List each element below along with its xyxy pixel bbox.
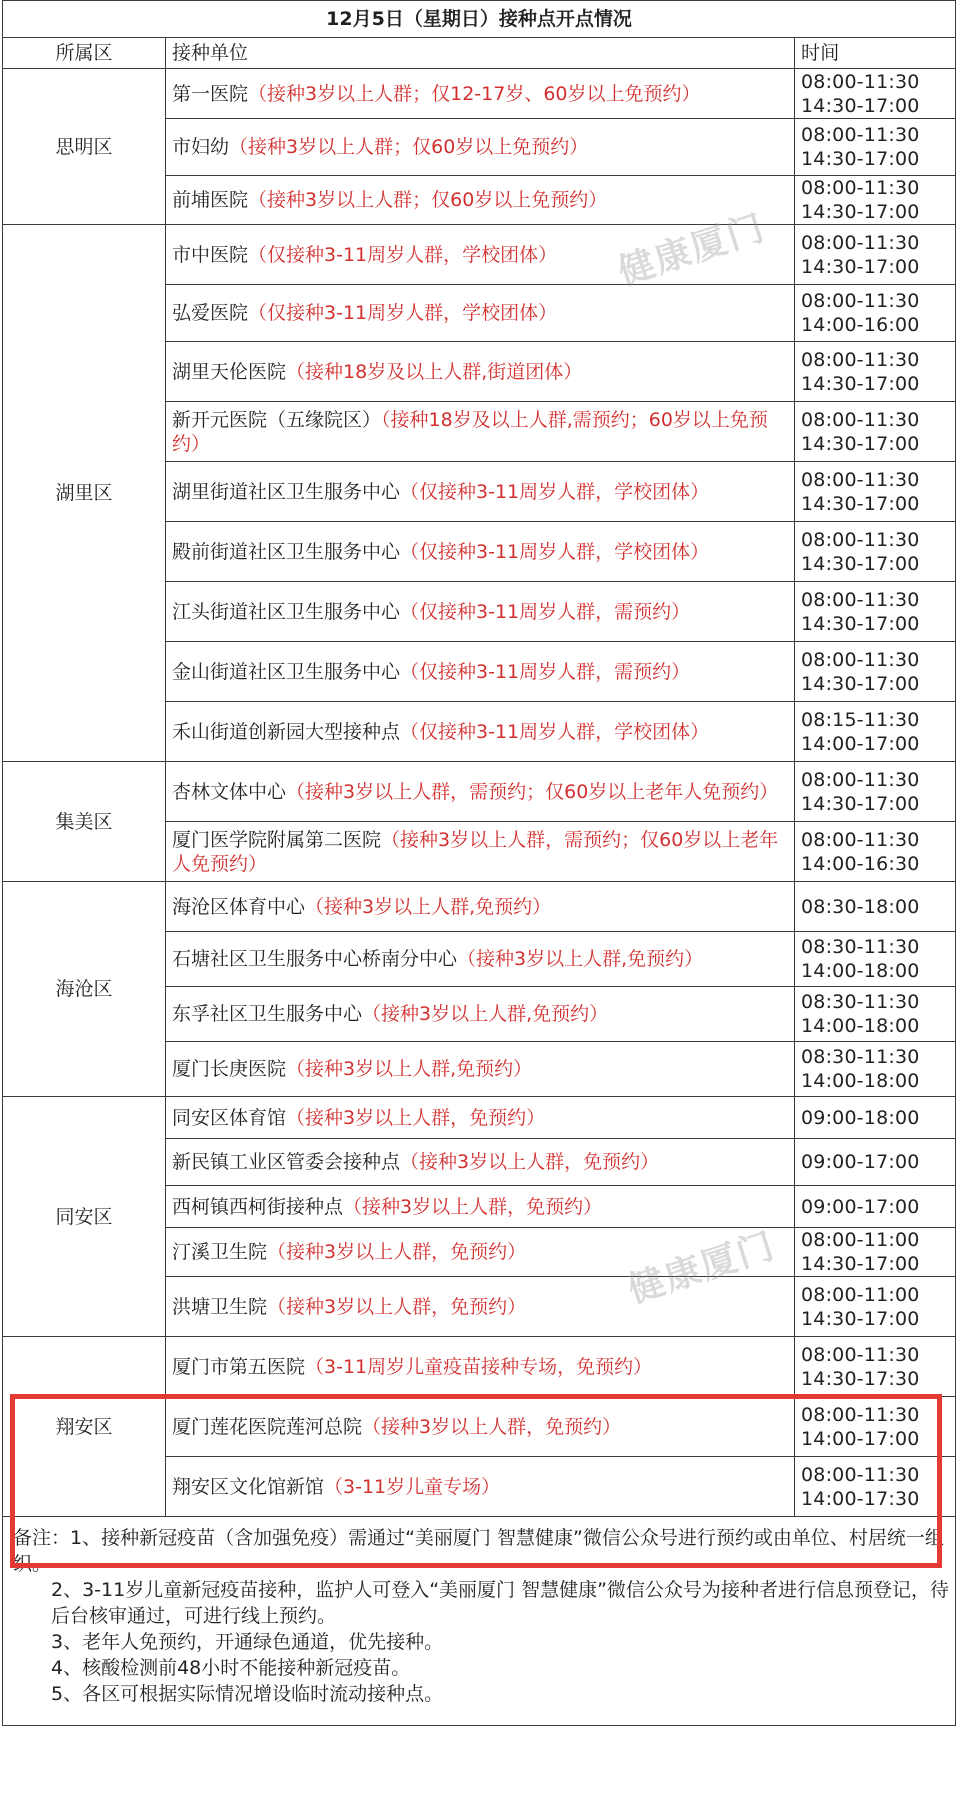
unit-name: 东孚社区卫生服务中心	[172, 1003, 363, 1025]
time-cell	[795, 119, 956, 176]
district-cell: 集美区	[3, 762, 166, 882]
time-cell	[795, 822, 956, 882]
header-time: 时间	[795, 38, 956, 69]
time-slot: 08:00-11:30	[801, 124, 920, 146]
unit-name: 湖里天伦医院	[172, 360, 287, 383]
table-row	[3, 882, 956, 932]
time-slot: 08:00-11:00	[801, 1229, 920, 1251]
unit-note: （接种3岁以上人群，免预约）	[286, 1106, 546, 1129]
time-slot: 14:30-17:00	[801, 492, 920, 515]
unit-name: 新开元医院（五缘院区）	[172, 408, 382, 431]
time-cell	[795, 225, 956, 285]
time-slot: 08:00-11:30	[801, 768, 920, 791]
time-cell	[795, 1337, 956, 1397]
table-row	[3, 1337, 956, 1397]
unit-note: （接种18岁及以上人群,街道团体）	[286, 360, 583, 383]
time-slot: 14:30-17:00	[801, 148, 920, 170]
time-cell	[795, 1186, 956, 1228]
time-slot: 08:00-11:30	[801, 231, 920, 254]
remark-item: 2、3-11岁儿童新冠疫苗接种，监护人可登入“美丽厦门 智慧健康”微信公众号为接种者进行信息预登记，待后台核审通过，可进行线上预约。	[51, 1579, 949, 1627]
unit-cell	[166, 582, 795, 642]
unit-cell	[166, 1228, 795, 1277]
time-slot: 08:00-11:30	[801, 1463, 920, 1486]
district-cell: 翔安区	[3, 1337, 166, 1517]
time-slot: 09:00-17:00	[801, 1151, 920, 1173]
time-cell	[795, 762, 956, 822]
unit-name: 弘爱医院	[172, 302, 249, 324]
time-cell	[795, 69, 956, 119]
time-cell	[795, 702, 956, 762]
time-cell	[795, 1228, 956, 1277]
time-slot: 08:15-11:30	[801, 708, 920, 731]
remark-item: 3、老年人免预约，开通绿色通道，优先接种。	[51, 1631, 444, 1653]
header-district: 所属区	[3, 38, 166, 69]
time-slot: 08:00-11:30	[801, 408, 920, 431]
table-row	[3, 1097, 956, 1139]
unit-name: 殿前街道社区卫生服务中心	[172, 540, 401, 563]
time-slot: 14:30-17:00	[801, 792, 920, 815]
time-cell	[795, 1097, 956, 1139]
unit-name: 石塘社区卫生服务中心桥南分中心	[172, 948, 458, 970]
watermark: 健康厦门	[623, 1225, 781, 1312]
unit-cell	[166, 119, 795, 176]
time-cell	[795, 1457, 956, 1517]
time-slot: 14:00-16:00	[801, 314, 920, 336]
unit-note: （接种3岁以上人群，需预约；仅60岁以上老年人免预约）	[172, 828, 779, 875]
time-slot: 08:00-11:30	[801, 528, 920, 551]
unit-cell	[166, 1186, 795, 1228]
table-row	[3, 762, 956, 822]
unit-note: （接种3岁以上人群，免预约）	[362, 1415, 622, 1438]
unit-cell	[166, 1457, 795, 1517]
unit-name: 翔安区文化馆新馆	[172, 1475, 325, 1498]
time-cell	[795, 342, 956, 402]
unit-cell	[166, 342, 795, 402]
unit-cell	[166, 225, 795, 285]
time-cell	[795, 1139, 956, 1186]
time-slot: 14:30-17:00	[801, 372, 920, 395]
time-cell	[795, 285, 956, 342]
unit-name: 市妇幼	[172, 136, 230, 158]
time-slot: 14:00-17:30	[801, 1487, 920, 1510]
unit-note: （3-11周岁儿童疫苗接种专场，免预约）	[305, 1355, 653, 1378]
unit-note: （接种3岁以上人群,免预约）	[286, 1058, 533, 1080]
time-slot: 14:30-17:00	[801, 1253, 920, 1275]
unit-name: 同安区体育馆	[172, 1106, 287, 1129]
time-cell	[795, 402, 956, 462]
unit-note: （仅接种3-11周岁人群，学校团体）	[400, 480, 710, 503]
table-row	[3, 69, 956, 119]
schedule-table	[2, 0, 956, 1726]
time-cell	[795, 582, 956, 642]
unit-cell	[166, 1397, 795, 1457]
time-cell	[795, 932, 956, 987]
unit-cell	[166, 882, 795, 932]
unit-name: 厦门莲花医院莲河总院	[172, 1415, 363, 1438]
time-slot: 08:30-18:00	[801, 895, 920, 918]
unit-note: （接种3岁以上人群,免预约）	[362, 1003, 609, 1025]
unit-note: （仅接种3-11周岁人群，需预约）	[400, 660, 691, 683]
unit-cell	[166, 69, 795, 119]
time-slot: 09:00-18:00	[801, 1106, 920, 1129]
unit-note: （接种3岁以上人群，免预约）	[267, 1241, 527, 1263]
unit-name: 海沧区体育中心	[172, 895, 306, 918]
unit-note: （仅接种3-11周岁人群，需预约）	[400, 600, 691, 623]
time-slot: 14:30-17:00	[801, 552, 920, 575]
time-slot: 08:00-11:30	[801, 468, 920, 491]
watermark: 健康厦门	[613, 207, 771, 294]
time-slot: 14:30-17:30	[801, 1367, 920, 1390]
time-slot: 08:00-11:00	[801, 1283, 920, 1306]
time-slot: 08:00-11:30	[801, 290, 920, 312]
time-slot: 14:00-16:30	[801, 852, 920, 875]
time-slot: 14:30-17:00	[801, 672, 920, 695]
time-cell	[795, 987, 956, 1042]
unit-name: 杏林文体中心	[172, 780, 287, 803]
unit-note: （接种18岁及以上人群,需预约；60岁以上免预约）	[172, 408, 768, 455]
time-slot: 08:30-11:30	[801, 991, 920, 1013]
unit-note: （接种3岁以上人群；仅12-17岁、60岁以上免预约）	[248, 82, 701, 105]
time-slot: 14:00-18:00	[801, 960, 920, 982]
unit-cell	[166, 1097, 795, 1139]
unit-note: （接种3岁以上人群；仅60岁以上免预约）	[229, 136, 589, 158]
unit-note: （接种3岁以上人群,免预约）	[457, 948, 704, 970]
remark-item: 4、核酸检测前48小时不能接种新冠疫苗。	[51, 1657, 411, 1679]
time-cell	[795, 176, 956, 225]
table-row	[3, 225, 956, 285]
time-slot: 08:00-11:30	[801, 648, 920, 671]
time-slot: 14:30-17:00	[801, 1307, 920, 1330]
unit-cell	[166, 762, 795, 822]
unit-cell	[166, 462, 795, 522]
time-cell	[795, 462, 956, 522]
time-cell	[795, 642, 956, 702]
unit-name: 江头街道社区卫生服务中心	[172, 600, 401, 623]
district-cell: 海沧区	[3, 882, 166, 1097]
remark-item: 5、各区可根据实际情况增设临时流动接种点。	[51, 1683, 444, 1705]
header-unit: 接种单位	[166, 38, 795, 69]
time-slot: 14:30-17:00	[801, 255, 920, 278]
unit-name: 西柯镇西柯街接种点	[172, 1195, 344, 1218]
unit-note: （接种3岁以上人群，需预约；仅60岁以上老年人免预约）	[286, 780, 779, 803]
remarks	[3, 1517, 956, 1726]
unit-note: （仅接种3-11周岁人群，学校团体）	[400, 540, 710, 563]
unit-note: （接种3岁以上人群，免预约）	[267, 1295, 527, 1318]
unit-name: 金山街道社区卫生服务中心	[172, 660, 401, 683]
time-slot: 08:30-11:30	[801, 1046, 920, 1068]
time-slot: 14:30-17:00	[801, 94, 920, 117]
unit-name: 厦门医学院附属第二医院	[172, 828, 382, 851]
unit-cell	[166, 285, 795, 342]
unit-cell	[166, 642, 795, 702]
unit-cell	[166, 702, 795, 762]
time-slot: 08:00-11:30	[801, 828, 920, 851]
time-slot: 08:00-11:30	[801, 1343, 920, 1366]
time-slot: 14:00-17:00	[801, 1427, 920, 1450]
time-slot: 14:00-18:00	[801, 1015, 920, 1037]
remark-item: 备注：1、接种新冠疫苗（含加强免疫）需通过“美丽厦门 智慧健康”微信公众号进行预约或由单位、村居统一组织。	[13, 1527, 944, 1575]
district-cell: 湖里区	[3, 225, 166, 762]
unit-note: （接种3岁以上人群；仅60岁以上免预约）	[248, 189, 608, 211]
unit-name: 第一医院	[172, 82, 249, 105]
unit-name: 厦门市第五医院	[172, 1355, 306, 1378]
unit-cell	[166, 1042, 795, 1097]
time-cell	[795, 1397, 956, 1457]
unit-name: 湖里街道社区卫生服务中心	[172, 480, 401, 503]
time-slot: 08:00-11:30	[801, 70, 920, 93]
unit-cell	[166, 1277, 795, 1337]
unit-note: （仅接种3-11周岁人群，学校团体）	[248, 302, 558, 324]
time-slot: 08:00-11:30	[801, 1403, 920, 1426]
district-cell: 同安区	[3, 1097, 166, 1337]
time-cell	[795, 1277, 956, 1337]
table-title: 12月5日（星期日）接种点开点情况	[3, 1, 956, 38]
unit-name: 前埔医院	[172, 189, 249, 211]
time-cell	[795, 522, 956, 582]
unit-name: 新民镇工业区管委会接种点	[172, 1151, 401, 1173]
time-slot: 08:30-11:30	[801, 936, 920, 958]
unit-cell	[166, 1337, 795, 1397]
unit-note: （接种3岁以上人群,免预约）	[305, 895, 552, 918]
time-cell	[795, 882, 956, 932]
unit-name: 市中医院	[172, 243, 249, 266]
unit-note: （3-11岁儿童专场）	[324, 1475, 501, 1498]
unit-note: （仅接种3-11周岁人群，学校团体）	[248, 243, 558, 266]
unit-cell	[166, 1139, 795, 1186]
unit-cell	[166, 176, 795, 225]
district-cell: 思明区	[3, 69, 166, 225]
unit-note: （接种3岁以上人群，免预约）	[343, 1195, 603, 1218]
unit-name: 汀溪卫生院	[172, 1241, 268, 1263]
unit-note: （接种3岁以上人群，免预约）	[400, 1151, 660, 1173]
unit-cell	[166, 402, 795, 462]
time-cell	[795, 1042, 956, 1097]
remarks-row	[3, 1517, 956, 1726]
unit-note: （仅接种3-11周岁人群，学校团体）	[400, 720, 710, 743]
unit-name: 禾山街道创新园大型接种点	[172, 720, 401, 743]
time-slot: 08:00-11:30	[801, 348, 920, 371]
unit-cell	[166, 522, 795, 582]
unit-name: 洪塘卫生院	[172, 1295, 268, 1318]
time-slot: 14:00-18:00	[801, 1070, 920, 1092]
unit-cell	[166, 932, 795, 987]
time-slot: 08:00-11:30	[801, 588, 920, 611]
time-slot: 14:00-17:00	[801, 732, 920, 755]
unit-cell	[166, 987, 795, 1042]
unit-cell	[166, 822, 795, 882]
time-slot: 14:30-17:00	[801, 612, 920, 635]
time-slot: 09:00-17:00	[801, 1195, 920, 1218]
time-slot: 08:00-11:30	[801, 177, 920, 199]
time-slot: 14:30-17:00	[801, 432, 920, 455]
unit-name: 厦门长庚医院	[172, 1058, 287, 1080]
time-slot: 14:30-17:00	[801, 201, 920, 223]
